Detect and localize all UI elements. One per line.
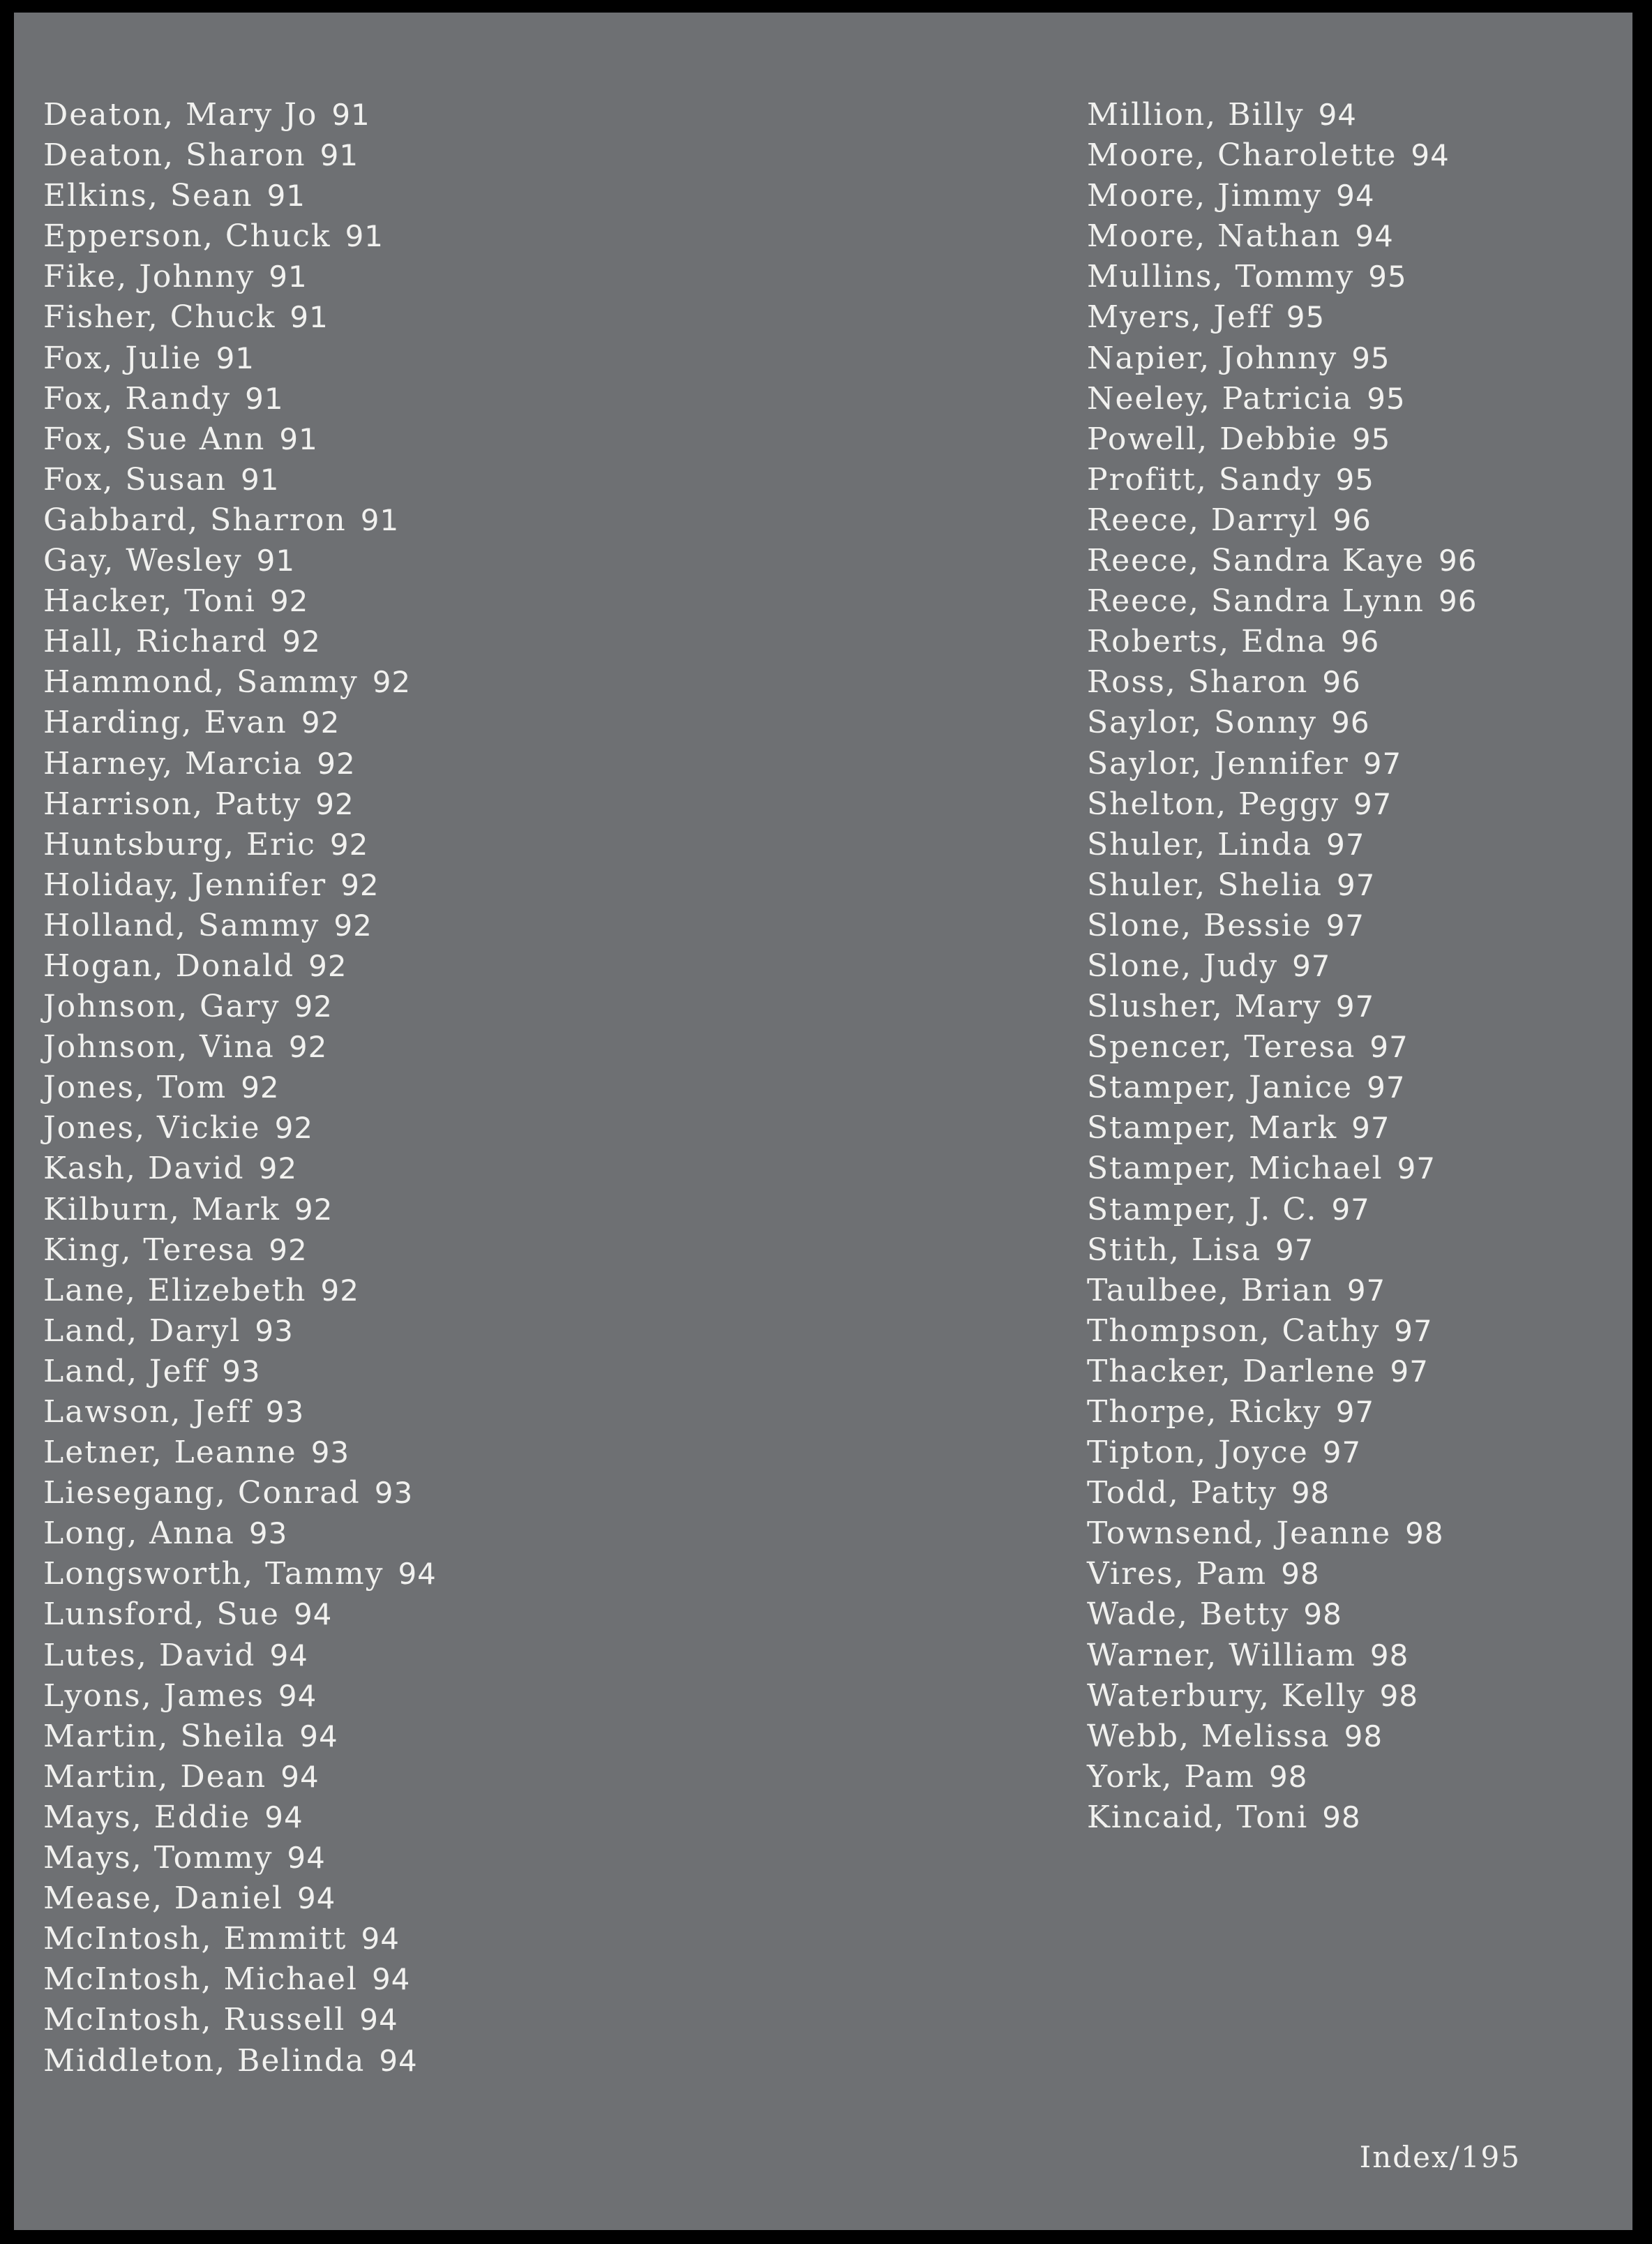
entry-page-number: 97 [1394,1313,1433,1348]
entry-name: Waterbury, Kelly [1087,1677,1366,1714]
index-entry [43,744,437,784]
entry-name: Ross, Sharon [1087,664,1309,701]
entry-name: Warner, William [1087,1637,1356,1673]
index-entry [1087,1271,1477,1311]
entry-name: Kincaid, Toni [1087,1799,1309,1835]
index-entry [43,1716,437,1757]
index-entry [43,500,437,541]
index-entry [1087,987,1477,1027]
index-entry [43,703,437,743]
entry-name: Taulbee, Brian [1087,1272,1333,1308]
entry-page-number: 95 [1286,300,1326,335]
entry-page-number: 94 [287,1841,326,1876]
index-entry [1087,216,1477,257]
entry-page-number: 92 [320,1273,359,1308]
entry-page-number: 94 [1318,98,1358,132]
entry-page-number: 91 [269,260,308,294]
index-entry [1087,541,1477,581]
index-entry [1087,1108,1477,1149]
entry-name: Martin, Sheila [43,1718,286,1754]
entry-name: McIntosh, Emmitt [43,1921,347,1957]
index-entry [1087,906,1477,946]
entry-name: Napier, Johnny [1087,340,1338,376]
entry-name: Fox, Susan [43,461,227,498]
entry-page-number: 92 [317,746,356,781]
entry-name: Powell, Debbie [1087,421,1338,457]
entry-name: McIntosh, Michael [43,1961,358,1998]
index-entry [43,135,437,176]
index-entry [1087,500,1477,541]
entry-page-number: 97 [1351,1111,1390,1146]
index-entry [43,946,437,987]
index-entry [43,1676,437,1716]
entry-page-number: 93 [265,1395,305,1429]
entry-page-number: 97 [1362,746,1402,781]
index-entry [43,95,437,135]
index-entry [43,906,437,946]
entry-page-number: 93 [248,1516,288,1551]
entry-name: Lane, Elizebeth [43,1272,307,1308]
entry-name: Saylor, Sonny [1087,705,1318,741]
index-entry [1087,1392,1477,1433]
entry-page-number: 97 [1367,1070,1406,1105]
index-entry [43,2000,437,2040]
entry-name: Stith, Lisa [1087,1232,1261,1268]
entry-name: Stamper, Michael [1087,1151,1383,1187]
entry-page-number: 98 [1268,1759,1308,1794]
index-entry [1087,1027,1477,1068]
entry-name: Holland, Sammy [43,907,320,943]
index-entry [1087,257,1477,297]
index-entry [43,1230,437,1271]
index-entry [43,176,437,216]
entry-name: Longsworth, Tammy [43,1556,384,1592]
entry-name: Mays, Tommy [43,1840,273,1876]
entry-name: Todd, Patty [1087,1475,1277,1511]
entry-name: Kilburn, Mark [43,1191,280,1227]
index-entry [1087,1433,1477,1473]
entry-page-number: 98 [1405,1516,1444,1551]
index-entry [43,784,437,825]
entry-page-number: 97 [1369,1030,1409,1065]
entry-name: Deaton, Mary Jo [43,97,318,133]
entry-page-number: 94 [1336,179,1375,214]
entry-name: Tipton, Joyce [1087,1435,1309,1471]
entry-page-number: 94 [359,2003,398,2037]
entry-page-number: 91 [256,544,296,578]
entry-name: Townsend, Jeanne [1087,1516,1392,1552]
entry-name: Harrison, Patty [43,786,302,822]
index-entry [1087,1554,1477,1594]
entry-name: Johnson, Gary [43,989,280,1025]
entry-page-number: 91 [279,421,318,456]
entry-page-number: 94 [296,1881,336,1916]
index-entry [1087,338,1477,379]
page-footer-label: Index/195 [1359,2140,1521,2174]
entry-name: Harding, Evan [43,705,287,741]
index-entry [1087,460,1477,500]
entry-page-number: 98 [1303,1597,1342,1632]
entry-name: Long, Anna [43,1516,235,1552]
index-column-left [43,95,437,2081]
entry-name: Moore, Nathan [1087,218,1342,255]
entry-page-number: 97 [1326,908,1365,943]
index-column-right [1087,95,1477,1838]
entry-page-number: 91 [331,98,370,132]
index-entry [43,865,437,906]
entry-name: Thompson, Cathy [1087,1312,1381,1349]
entry-page-number: 91 [320,138,359,173]
entry-name: Land, Daryl [43,1312,241,1349]
index-entry [1087,297,1477,338]
index-entry [1087,865,1477,906]
entry-page-number: 97 [1292,948,1331,983]
entry-page-number: 92 [288,1030,328,1065]
entry-page-number: 94 [1411,138,1450,173]
index-entry [1087,1352,1477,1392]
entry-page-number: 91 [290,300,329,335]
entry-name: Harney, Marcia [43,745,303,781]
entry-page-number: 97 [1397,1151,1436,1186]
index-entry [43,216,437,257]
entry-page-number: 91 [216,341,255,375]
index-entry [1087,1149,1477,1189]
entry-name: Land, Jeff [43,1353,209,1389]
entry-name: Lyons, James [43,1677,264,1714]
index-entry [43,1838,437,1878]
entry-name: Hacker, Toni [43,583,256,620]
index-entry [43,1190,437,1230]
entry-name: Fisher, Chuck [43,299,276,336]
entry-name: Lawson, Jeff [43,1394,252,1430]
entry-name: Million, Billy [1087,97,1305,133]
index-entry [43,1919,437,1959]
entry-name: Slusher, Mary [1087,989,1322,1025]
index-entry [43,297,437,338]
index-entry [1087,622,1477,662]
index-entry [43,1352,437,1392]
entry-page-number: 97 [1390,1354,1429,1389]
entry-page-number: 91 [345,219,384,254]
entry-page-number: 96 [1438,584,1478,619]
index-entry [1087,379,1477,419]
entry-page-number: 95 [1335,462,1375,497]
entry-page-number: 92 [340,867,380,902]
entry-name: Mays, Eddie [43,1799,251,1835]
entry-name: York, Pam [1087,1758,1255,1795]
index-entry [1087,744,1477,784]
entry-page-number: 96 [1331,705,1370,740]
index-entry [1087,1594,1477,1635]
index-entry [1087,1797,1477,1838]
entry-name: Huntsburg, Eric [43,826,316,862]
index-entry [1087,176,1477,216]
entry-page-number: 92 [329,827,369,862]
entry-page-number: 91 [266,179,306,214]
index-entry [43,581,437,622]
index-entry [1087,825,1477,865]
entry-page-number: 96 [1340,624,1380,659]
entry-name: King, Teresa [43,1232,255,1268]
entry-name: Stamper, Janice [1087,1070,1353,1106]
entry-name: McIntosh, Russell [43,2002,346,2038]
index-entry [43,622,437,662]
index-entry [43,541,437,581]
entry-name: Gabbard, Sharron [43,502,347,538]
entry-name: Profitt, Sandy [1087,461,1322,498]
index-entry [43,1757,437,1797]
entry-name: Thorpe, Ricky [1087,1394,1322,1430]
index-entry [43,257,437,297]
entry-page-number: 94 [293,1597,333,1632]
index-entry [43,338,437,379]
index-entry [43,987,437,1027]
entry-name: Lunsford, Sue [43,1596,280,1633]
entry-page-number: 91 [360,502,400,537]
entry-name: Fox, Julie [43,340,202,376]
entry-page-number: 92 [269,1232,308,1267]
entry-name: Reece, Sandra Lynn [1087,583,1425,620]
index-entry [1087,662,1477,703]
entry-name: Reece, Darryl [1087,502,1319,538]
entry-name: Fox, Randy [43,380,232,417]
index-entry [1087,1676,1477,1716]
index-entry [43,1959,437,2000]
entry-name: Deaton, Sharon [43,137,306,174]
entry-name: Vires, Pam [1087,1556,1268,1592]
index-entry [43,1594,437,1635]
entry-name: Myers, Jeff [1087,299,1272,336]
entry-page-number: 98 [1379,1678,1419,1713]
entry-name: Spencer, Teresa [1087,1029,1356,1065]
entry-page-number: 92 [315,786,354,821]
entry-name: Shuler, Linda [1087,826,1313,862]
index-entry [1087,784,1477,825]
index-entry [43,1027,437,1068]
index-entry [1087,1757,1477,1797]
entry-name: Fox, Sue Ann [43,421,266,457]
entry-page-number: 97 [1335,1395,1375,1429]
entry-page-number: 92 [333,908,373,943]
entry-page-number: 97 [1275,1232,1314,1267]
index-entry [1087,1473,1477,1513]
index-entry [43,1554,437,1594]
entry-name: Moore, Charolette [1087,137,1397,174]
entry-name: Slone, Judy [1087,948,1279,984]
entry-page-number: 94 [361,1922,400,1957]
index-entry [43,1311,437,1352]
entry-page-number: 94 [299,1719,338,1753]
entry-page-number: 92 [282,624,321,659]
index-entry [43,662,437,703]
index-entry [43,1797,437,1838]
index-entry [1087,1230,1477,1271]
entry-page-number: 97 [1346,1273,1386,1308]
entry-page-number: 93 [222,1354,261,1389]
index-entry [43,1513,437,1554]
index-entry [43,419,437,460]
index-entry [1087,1190,1477,1230]
entry-page-number: 94 [1355,219,1394,254]
entry-name: Gay, Wesley [43,543,243,579]
index-entry [1087,1636,1477,1676]
entry-name: Shuler, Shelia [1087,867,1323,903]
index-entry [1087,1716,1477,1757]
entry-page-number: 97 [1353,786,1392,821]
entry-name: Moore, Jimmy [1087,178,1323,214]
entry-page-number: 96 [1332,502,1372,537]
entry-name: Jones, Vickie [43,1110,261,1146]
entry-page-number: 98 [1291,1476,1330,1511]
index-entry [1087,135,1477,176]
index-entry [43,1271,437,1311]
entry-page-number: 97 [1322,1435,1362,1470]
entry-name: Stamper, J. C. [1087,1191,1318,1227]
index-entry [43,1149,437,1189]
index-entry [43,379,437,419]
entry-page-number: 92 [301,705,340,740]
entry-page-number: 94 [278,1678,317,1713]
entry-page-number: 94 [264,1800,303,1834]
entry-name: Mease, Daniel [43,1880,283,1917]
entry-page-number: 93 [310,1435,350,1470]
entry-name: Webb, Melissa [1087,1718,1330,1754]
entry-name: Hammond, Sammy [43,664,359,701]
entry-page-number: 98 [1369,1638,1409,1673]
entry-page-number: 94 [280,1759,320,1794]
entry-page-number: 98 [1344,1719,1383,1753]
entry-name: Johnson, Vina [43,1029,275,1065]
entry-page-number: 94 [269,1638,308,1673]
entry-page-number: 93 [255,1313,294,1348]
entry-name: Wade, Betty [1087,1596,1290,1633]
index-entry [1087,419,1477,460]
index-entry [1087,581,1477,622]
entry-name: Thacker, Darlene [1087,1353,1376,1389]
entry-page-number: 95 [1368,260,1407,294]
entry-name: Elkins, Sean [43,178,253,214]
index-entry [43,1878,437,1919]
entry-page-number: 94 [398,1557,437,1592]
entry-name: Hall, Richard [43,624,269,660]
entry-page-number: 91 [241,462,280,497]
entry-name: Stamper, Mark [1087,1110,1338,1146]
index-entry [43,2041,437,2081]
entry-name: Holiday, Jennifer [43,867,327,903]
entry-name: Fike, Johnny [43,259,255,295]
entry-page-number: 92 [308,948,347,983]
entry-name: Jones, Tom [43,1070,227,1106]
index-entry [1087,946,1477,987]
index-page [14,13,1632,2230]
index-entry [1087,95,1477,135]
entry-name: Middleton, Belinda [43,2042,366,2079]
entry-page-number: 92 [258,1151,298,1186]
entry-name: Roberts, Edna [1087,624,1327,660]
entry-page-number: 92 [241,1070,280,1105]
entry-name: Slone, Bessie [1087,907,1312,943]
entry-name: Liesegang, Conrad [43,1475,361,1511]
index-entry [43,1636,437,1676]
index-entry [1087,703,1477,743]
entry-page-number: 94 [379,2043,418,2078]
entry-page-number: 96 [1322,665,1361,700]
entry-page-number: 97 [1331,1192,1370,1227]
entry-page-number: 98 [1281,1557,1320,1592]
index-entry [43,1392,437,1433]
entry-name: Martin, Dean [43,1758,267,1795]
entry-page-number: 95 [1367,381,1406,416]
index-entry [43,460,437,500]
entry-name: Hogan, Donald [43,948,295,984]
entry-name: Kash, David [43,1151,245,1187]
entry-page-number: 94 [371,1962,411,1997]
entry-name: Lutes, David [43,1637,256,1673]
entry-name: Reece, Sandra Kaye [1087,543,1425,579]
index-entry [43,1433,437,1473]
entry-page-number: 92 [269,584,309,619]
index-entry [43,1473,437,1513]
index-entry [43,825,437,865]
entry-page-number: 98 [1322,1800,1361,1834]
entry-name: Letner, Leanne [43,1435,297,1471]
entry-name: Neeley, Patricia [1087,380,1353,417]
entry-page-number: 92 [294,989,333,1024]
entry-page-number: 95 [1351,341,1390,375]
entry-page-number: 97 [1335,989,1375,1024]
index-entry [1087,1311,1477,1352]
entry-page-number: 92 [274,1111,314,1146]
entry-name: Shelton, Peggy [1087,786,1339,822]
entry-page-number: 97 [1326,827,1365,862]
entry-page-number: 97 [1337,867,1376,902]
index-entry [1087,1068,1477,1108]
entry-page-number: 92 [294,1192,333,1227]
entry-page-number: 93 [374,1476,414,1511]
entry-page-number: 92 [372,665,412,700]
index-entry [43,1108,437,1149]
entry-page-number: 91 [245,381,284,416]
entry-name: Saylor, Jennifer [1087,745,1349,781]
entry-page-number: 95 [1351,421,1391,456]
entry-name: Epperson, Chuck [43,218,331,255]
index-entry [1087,1513,1477,1554]
entry-page-number: 96 [1439,544,1478,578]
index-entry [43,1068,437,1108]
entry-name: Mullins, Tommy [1087,259,1355,295]
